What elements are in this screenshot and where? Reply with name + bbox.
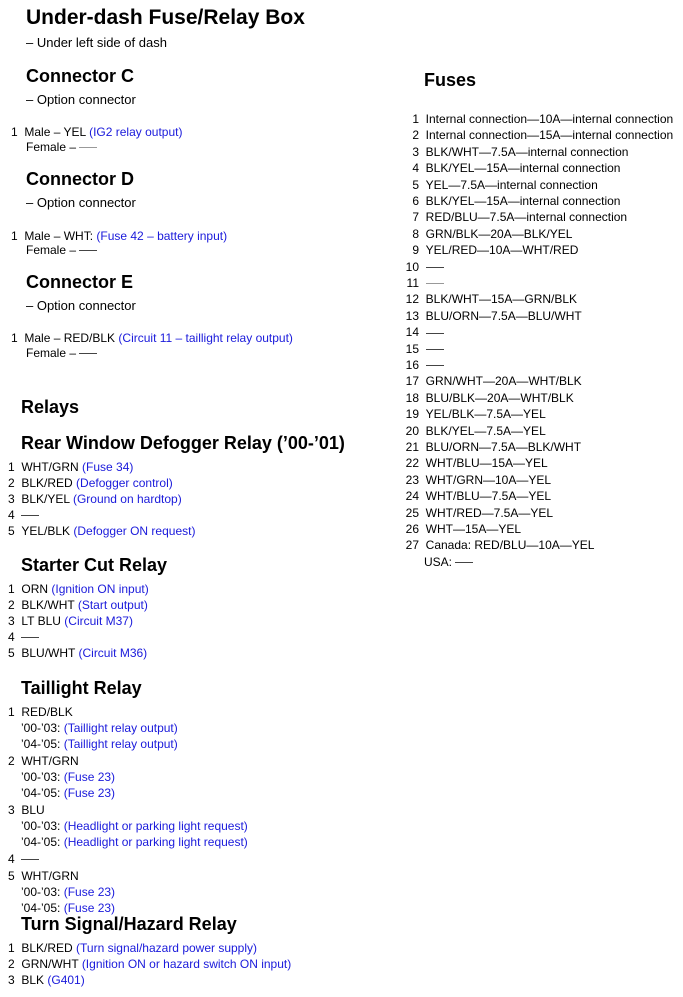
fuse-description: RED/BLU—7.5A—internal connection — [425, 210, 628, 225]
fuse-number: 16 — [405, 358, 419, 372]
connector-c-male — [11, 124, 182, 140]
connector-d-female — [26, 242, 97, 258]
fuse-description: BLU/ORN—7.5A—BLK/WHT — [425, 440, 582, 454]
fuse-number: 5 — [412, 177, 419, 192]
fuse-number: 22 — [405, 456, 419, 471]
fuse-row-11 — [403, 276, 444, 290]
relay-pin: 3 BLU — [8, 803, 45, 817]
relay-pin: 2 GRN/WHT (Ignition ON or hazard switch ON input) — [8, 957, 292, 971]
fuse-description: WHT/RED—7.5A—YEL — [425, 505, 554, 520]
male-desc: (Circuit 11 – taillight relay output) — [118, 331, 293, 345]
relay-pin: 1 BLK/RED (Turn signal/hazard power supply) — [8, 941, 258, 955]
fuse-row-4 — [403, 161, 620, 175]
fuse-number: 2 — [412, 128, 419, 143]
fuse-row-21 — [403, 440, 581, 454]
pin-number: 1 — [11, 125, 18, 139]
fuse-number: 21 — [405, 440, 419, 454]
fuse-number: 8 — [412, 226, 419, 241]
taillight-pin-list — [8, 704, 248, 916]
defogger-pin-list — [8, 459, 195, 539]
empty-dash — [21, 515, 39, 516]
relay-pin: 2 BLK/WHT (Start output) — [8, 598, 148, 612]
relay-pin: 3 BLK (G401) — [8, 973, 85, 987]
page-subtitle: – Under left side of dash — [26, 35, 167, 50]
empty-dash — [455, 562, 473, 563]
fuse-row-6 — [403, 194, 620, 208]
relay-pin-year: ’04-’05: (Taillight relay output) — [21, 737, 178, 751]
female-label: Female – — [26, 140, 80, 154]
fuse-number: 27 — [405, 538, 419, 553]
fuse-description: Canada: RED/BLU—10A—YEL — [425, 538, 595, 553]
fuse-number: 23 — [405, 472, 419, 487]
fuse-description: BLK/YEL—7.5A—YEL — [425, 423, 546, 438]
fuse-description: Internal connection—15A—internal connection — [425, 128, 674, 143]
fuse-description: BLK/YEL—15A—internal connection — [425, 194, 621, 208]
relay-pin-year: ’00-’03: (Headlight or parking light request) — [21, 819, 248, 833]
fuse-number: 6 — [412, 194, 419, 208]
empty-dash — [426, 267, 444, 268]
fuse-row-23 — [403, 473, 551, 487]
fuse-row-27 — [403, 538, 594, 552]
fuse-row-17 — [403, 374, 582, 388]
relay-pin: 5 WHT/GRN — [8, 869, 79, 883]
fuse-number: 12 — [405, 292, 419, 307]
relay-pin: 1 RED/BLK — [8, 705, 73, 719]
fuse-number: 9 — [412, 243, 419, 258]
fuse-row-12 — [403, 292, 577, 306]
empty-dash — [426, 333, 444, 334]
fuse-number: 13 — [405, 308, 419, 323]
fuse-description: WHT/BLU—15A—YEL — [425, 456, 548, 471]
fuse-description: GRN/WHT—20A—WHT/BLK — [425, 374, 582, 389]
connector-e-male — [11, 330, 293, 346]
relay-pin: 1 ORN (Ignition ON input) — [8, 582, 149, 596]
fuse-number: 4 — [412, 161, 419, 176]
male-label: Male – WHT: — [24, 229, 97, 243]
empty-dash — [21, 637, 39, 638]
fuse-number: 20 — [405, 423, 419, 438]
fuse-row-1 — [403, 112, 673, 126]
fuse-row-5 — [403, 178, 598, 192]
relay-pin: 4 — [8, 629, 149, 645]
fuse-description: BLK/WHT—7.5A—internal connection — [425, 144, 629, 159]
turn-pin-list — [8, 940, 291, 988]
relay-pin-year: ’00-’03: (Fuse 23) — [21, 885, 116, 899]
empty-dash — [21, 859, 39, 860]
connector-e-sub: – Option connector — [26, 298, 136, 313]
relay-pin: 1 WHT/GRN (Fuse 34) — [8, 460, 134, 474]
fuse-description: WHT—15A—YEL — [425, 522, 522, 536]
fuse-number: 18 — [405, 390, 419, 405]
fuse-row-16 — [403, 358, 444, 372]
fuse-number: 25 — [405, 505, 419, 520]
male-desc: (Fuse 42 – battery input) — [96, 229, 228, 243]
connector-c-sub: – Option connector — [26, 92, 136, 107]
empty-dash — [426, 349, 444, 350]
fuse-number: 1 — [412, 112, 419, 126]
relay-pin: 5 YEL/BLK (Defogger ON request) — [8, 524, 196, 538]
fuse-row-20 — [403, 424, 546, 438]
fuse-number: 7 — [412, 210, 419, 225]
female-label: Female – — [26, 346, 80, 360]
connector-c-female — [26, 139, 97, 155]
relay-pin-year: ’00-’03: (Taillight relay output) — [21, 721, 178, 735]
relay-pin: 3 LT BLU (Circuit M37) — [8, 614, 133, 628]
relay-pin: 2 BLK/RED (Defogger control) — [8, 476, 173, 490]
female-label: Female – — [26, 243, 80, 257]
defogger-relay-title: Rear Window Defogger Relay (’00-’01) — [21, 433, 345, 453]
pin-number: 1 — [11, 229, 18, 243]
taillight-relay-title: Taillight Relay — [21, 678, 142, 698]
empty-dash — [79, 147, 97, 148]
fuses-title: Fuses — [424, 70, 477, 90]
male-label: Male – YEL — [24, 125, 90, 139]
fuse-row-7 — [403, 210, 627, 224]
relay-pin: 4 — [8, 851, 248, 867]
empty-dash — [426, 365, 444, 366]
fuse-description: YEL/RED—10A—WHT/RED — [425, 243, 579, 258]
fuse-row-22 — [403, 456, 548, 470]
relay-pin-year: ’04-’05: (Fuse 23) — [21, 786, 116, 800]
fuse-number: 17 — [405, 374, 419, 389]
fuse-number: 24 — [405, 489, 419, 504]
fuse-number: 26 — [405, 522, 419, 536]
fuse-number: 19 — [405, 407, 419, 422]
fuse-description: BLU/BLK—20A—WHT/BLK — [425, 390, 574, 405]
fuse-row-15 — [403, 342, 444, 356]
fuse-number: 11 — [406, 276, 419, 290]
fuse-description: YEL/BLK—7.5A—YEL — [425, 407, 546, 422]
fuse-row-27-usa — [424, 555, 473, 569]
male-desc: (IG2 relay output) — [89, 125, 183, 139]
relay-pin: 4 — [8, 507, 195, 523]
page-title: Under-dash Fuse/Relay Box — [26, 6, 305, 29]
relays-heading: Relays — [21, 397, 80, 417]
fuse-description: WHT/GRN—10A—YEL — [425, 472, 552, 487]
usa-label: USA: — [424, 554, 456, 569]
relay-pin-year: ’04-’05: (Headlight or parking light request) — [21, 835, 248, 849]
fuse-number: 15 — [405, 341, 419, 356]
fuse-description: BLK/WHT—15A—GRN/BLK — [425, 292, 578, 307]
fuse-description: BLU/ORN—7.5A—BLU/WHT — [425, 308, 582, 323]
fuse-description: YEL—7.5A—internal connection — [425, 177, 598, 192]
fuse-description: WHT/BLU—7.5A—YEL — [425, 489, 552, 504]
fuse-description: Internal connection—10A—internal connection — [425, 112, 674, 126]
turn-relay-title: Turn Signal/Hazard Relay — [21, 914, 237, 934]
fuse-row-14 — [403, 325, 444, 339]
connector-e-female — [26, 345, 97, 361]
empty-dash — [426, 283, 444, 284]
fuse-row-18 — [403, 391, 574, 405]
connector-d-title: Connector D — [26, 169, 134, 189]
relay-pin: 2 WHT/GRN — [8, 754, 79, 768]
pin-number: 1 — [11, 331, 18, 345]
fuse-row-19 — [403, 407, 546, 421]
fuse-row-24 — [403, 489, 551, 503]
fuse-row-10 — [403, 260, 444, 274]
fuse-description: BLK/YEL—15A—internal connection — [425, 161, 621, 176]
fuse-row-3 — [403, 145, 628, 159]
fuse-description: GRN/BLK—20A—BLK/YEL — [425, 226, 573, 241]
fuse-row-8 — [403, 227, 572, 241]
empty-dash — [79, 353, 97, 354]
fuse-number: 10 — [405, 259, 419, 274]
fuse-number: 14 — [405, 325, 419, 340]
relay-pin-year: ’04-’05: (Fuse 23) — [21, 901, 116, 915]
fuse-number: 3 — [412, 144, 419, 159]
connector-e-title: Connector E — [26, 272, 134, 292]
fuse-row-25 — [403, 506, 553, 520]
relay-pin-year: ’00-’03: (Fuse 23) — [21, 770, 116, 784]
connector-c-title: Connector C — [26, 66, 134, 86]
fuse-row-26 — [403, 522, 521, 536]
fuse-row-9 — [403, 243, 578, 257]
starter-pin-list — [8, 581, 149, 661]
connector-d-sub: – Option connector — [26, 195, 136, 210]
relay-pin: 3 BLK/YEL (Ground on hardtop) — [8, 492, 182, 506]
fuse-row-13 — [403, 309, 582, 323]
relay-pin: 5 BLU/WHT (Circuit M36) — [8, 646, 148, 660]
starter-relay-title: Starter Cut Relay — [21, 555, 168, 575]
fuse-row-2 — [403, 128, 673, 142]
male-label: Male – RED/BLK — [24, 331, 119, 345]
empty-dash — [79, 250, 97, 251]
